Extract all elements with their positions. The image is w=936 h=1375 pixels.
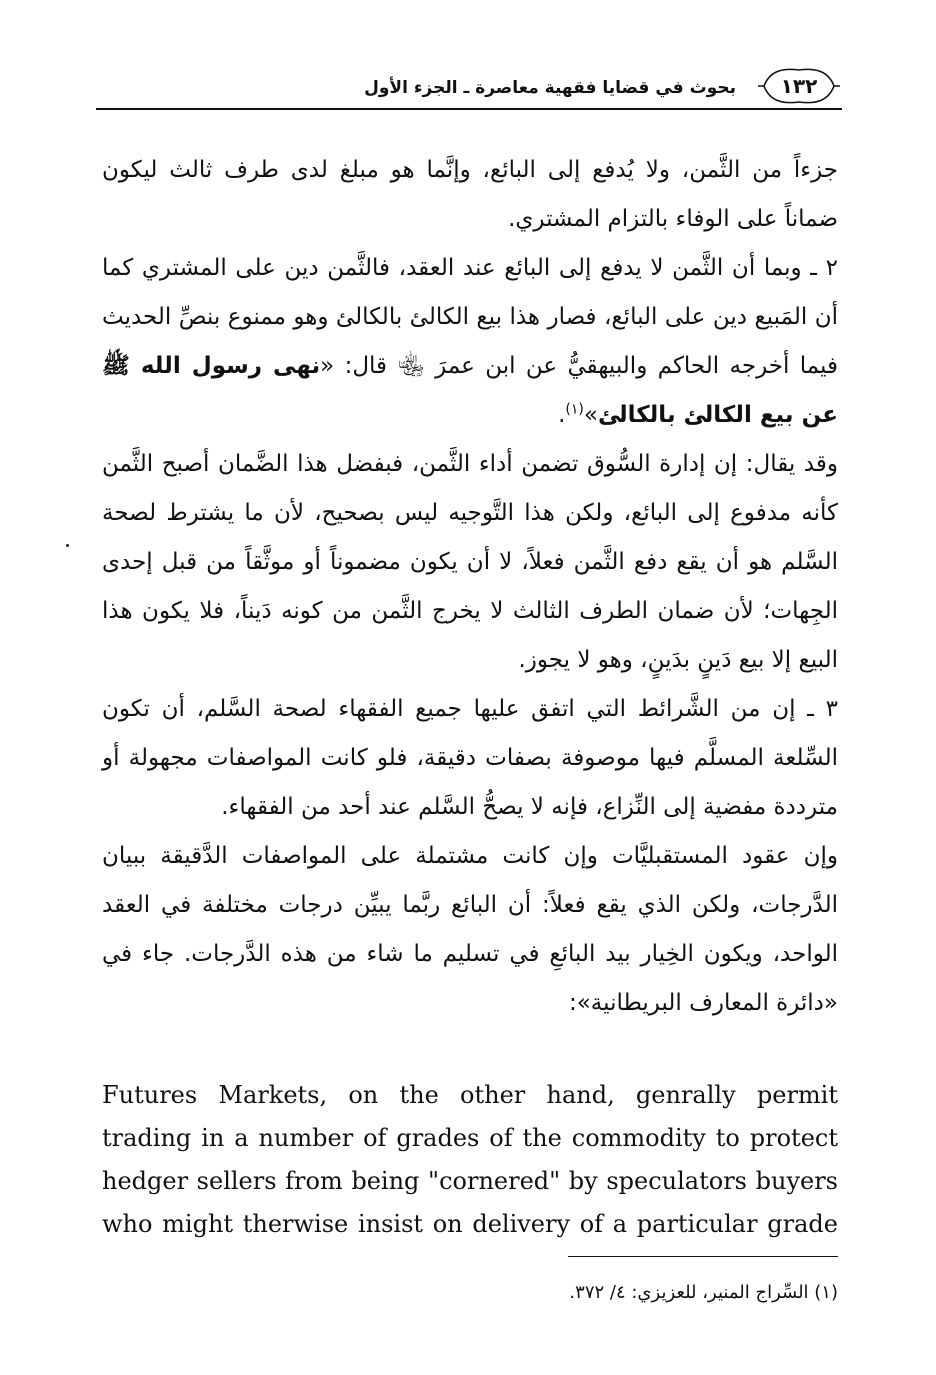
page-number: ١٣٢ — [780, 74, 818, 98]
header-divider — [96, 108, 842, 110]
page-number-frame — [756, 64, 842, 108]
quote-close: » — [583, 402, 598, 428]
footnote-divider — [568, 1256, 838, 1257]
footnote-1: (١) السِّراج المنير، للعزيزي: ٤/ ٣٧٢. — [569, 1282, 838, 1303]
paragraph-1: جزءاً من الثَّمن، ولا يُدفع إلى البائع، وإنَّما هو مبلغ لدى طرف ثالث ليكون ضماناً على الوفاء بالتزام المشتري. — [102, 157, 838, 232]
paragraph-4: ٣ ـ إن من الشَّرائط التي اتفق عليها جميع الفقهاء لصحة السَّلم، أن تكون السِّلعة المسلَّم فيها موصوفة بصفات دقيقة، فلو كانت المواصفات مجهولة أو مترددة مفضية إلى النِّزاع، فإنه لا يصحُّ السَّلم عند أحد من الفقهاء. — [102, 696, 838, 820]
paragraph-3: وقد يقال: إن إدارة السُّوق تضمن أداء الثَّمن، فبفضل هذا الضَّمان أصبح الثَّمن كأنه مدفوع إلى البائع، ولكن هذا التَّوجيه ليس بصحيح، لأن ما يشترط لصحة السَّلم هو أن يقع دفع الثَّمن فعلاً، لا أن يكون مضموناً أو موثَّقاً من قبل إحدى الجِهات؛ لأن ضمان الطرف الثالث لا يخرج الثَّمن من كونه دَيناً، فلا يكون هذا البيع إلا بيع دَينٍ بدَينٍ، وهو لا يجوز. — [102, 451, 838, 673]
footnote-marker[interactable]: (١) — [565, 401, 584, 418]
page-header — [96, 64, 842, 112]
scan-speck — [66, 544, 69, 547]
paragraph-2-intro: ٢ ـ وبما أن الثَّمن لا يدفع إلى البائع عند العقد، فالثَّمن دين على المشتري كما أن المَبيع دين على البائع، فصار هذا بيع الكالئ بالكالئ وهو ممنوع بنصِّ الحديث فيما أخرجه الحاكم والبيهقيُّ عن ابن عمرَ ﵄ قال: « — [102, 255, 838, 379]
hadith-quote: نهى رسول الله ﷺ عن بيع الكالئ بالكالئ — [102, 353, 838, 428]
english-quote: Futures Markets, on the other hand, genrally permit trading in a number of grades of the commodity to protect hedger sellers from being "cornered" by speculators buyers who might therwise insist on delivery of a particular grade — [102, 1081, 838, 1238]
paragraph-2-end: . — [558, 402, 566, 428]
paragraph-5: وإن عقود المستقبليَّات وإن كانت مشتملة على المواصفات الدَّقيقة ببيان الدَّرجات، ولكن الذي يقع فعلاً: أن البائع ربَّما يبيِّن درجات مختلفة في العقد الواحد، ويكون الخِيار بيد البائعِ في تسليم ما شاء من هذه الدَّرجات. جاء في «دائرة المعارف البريطانية»: — [102, 843, 838, 1016]
running-title: بحوث في قضايا فقهية معاصرة ـ الجزء الأول — [364, 78, 736, 98]
paragraph-2 — [102, 244, 838, 440]
body-text — [102, 146, 838, 1028]
